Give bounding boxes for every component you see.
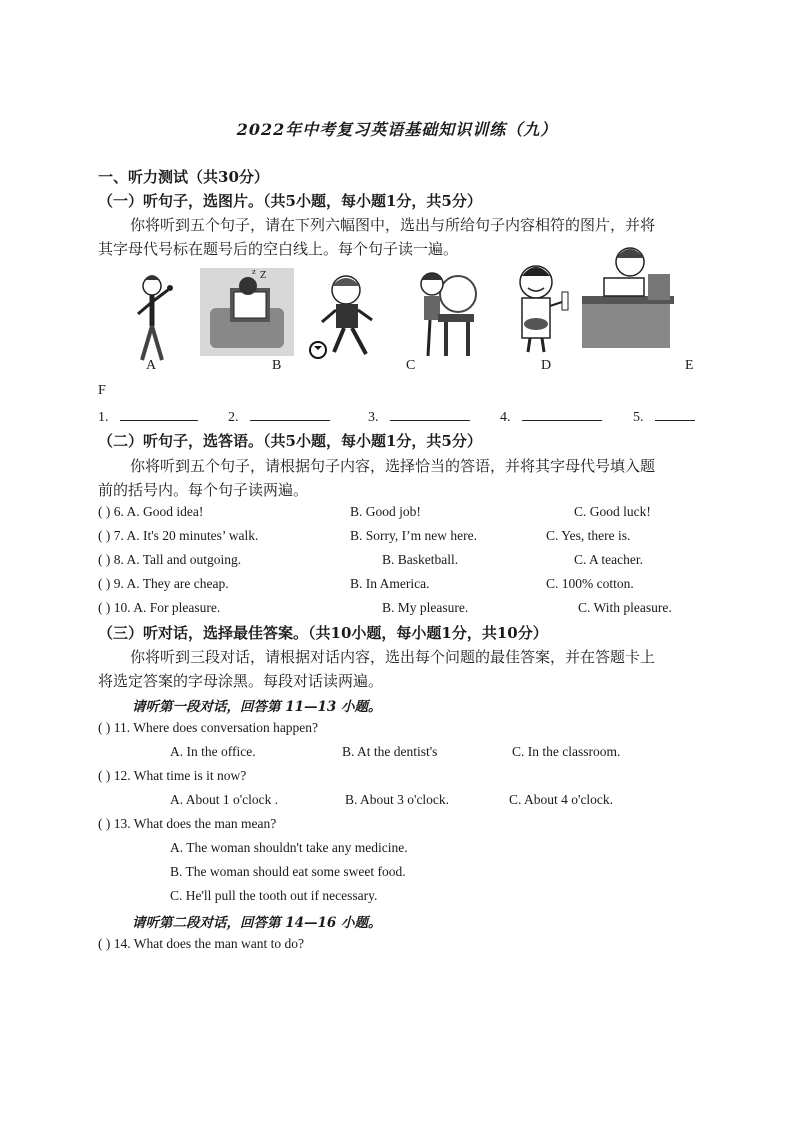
picture-label-b: B (272, 358, 282, 373)
dialog2-note: 请听第二段对话，回答第 14—16 小题。 (132, 915, 382, 931)
question-12-option-b: B. About 3 o'clock. (345, 792, 450, 807)
question-10-option-c: C. With pleasure. (578, 600, 672, 615)
question-10-option-a: ( ) 10. A. For pleasure. (98, 600, 221, 615)
question-6-option-a: ( ) 6. A. Good idea! (98, 504, 204, 519)
part3-heading: （三）听对话，选择最佳答案。（共10小题，每小题1分，共10分） (98, 624, 548, 642)
answer-blank-1[interactable] (98, 407, 198, 426)
picture-label-d: D (541, 358, 552, 373)
part1-instruction-line1: 你将听到五个句子，请在下列六幅图中，选出与所给句子内容相符的图片，并将 (130, 216, 656, 234)
picture-label-a: A (146, 358, 157, 373)
part3-instruction-line2: 将选定答案的字母涂黑。每段对话读两遍。 (98, 672, 384, 690)
part2-instruction-line2: 前的括号内。每个句子读两遍。 (98, 481, 309, 499)
question-14-stem: ( ) 14. What does the man want to do? (98, 936, 304, 951)
question-12-stem: ( ) 12. What time is it now? (98, 768, 247, 783)
question-11-option-b: B. At the dentist's (342, 744, 438, 759)
picture-girl-computer (410, 266, 486, 362)
question-6-option-c: C. Good luck! (574, 504, 651, 519)
picture-label-e: E (685, 358, 694, 373)
question-8-option-c: C. A teacher. (574, 552, 643, 567)
question-7-option-c: C. Yes, there is. (546, 528, 631, 543)
answer-blank-5[interactable] (633, 407, 695, 426)
answer-blank-2[interactable] (228, 407, 330, 426)
question-13-option-c: C. He'll pull the tooth out if necessary. (170, 888, 378, 903)
question-12-option-c: C. About 4 o'clock. (509, 792, 614, 807)
page-title: 2022年中考复习英语基础知识训练（九） (236, 120, 558, 139)
blank-line[interactable] (522, 407, 602, 421)
svg-text:Z: Z (260, 271, 267, 281)
question-9-option-a: ( ) 9. A. They are cheap. (98, 576, 229, 591)
part2-heading: （二）听句子，选答语。（共5小题，每小题1分，共5分） (98, 432, 482, 450)
question-11-option-c: C. In the classroom. (512, 744, 621, 759)
question-7-option-a: ( ) 7. A. It's 20 minutes’ walk. (98, 528, 259, 543)
question-9-option-c: C. 100% cotton. (546, 576, 634, 591)
question-13-option-b: B. The woman should eat some sweet food. (170, 864, 406, 879)
part1-instruction-line2: 其字母代号标在题号后的空白线上。每个句子读一遍。 (98, 240, 459, 258)
question-7-option-b: B. Sorry, I’m new here. (350, 528, 477, 543)
question-8-option-b: B. Basketball. (382, 552, 459, 567)
blank-number: 3. (368, 410, 379, 425)
question-8-option-a: ( ) 8. A. Tall and outgoing. (98, 552, 242, 567)
picture-boy-reading-desk (582, 240, 676, 352)
question-10-option-b: B. My pleasure. (382, 600, 469, 615)
part1-heading: （一）听句子，选图片。（共5小题，每小题1分，共5分） (98, 192, 482, 210)
answer-blank-3[interactable] (368, 407, 470, 426)
question-13-option-a: A. The woman shouldn't take any medicine. (170, 840, 408, 855)
picture-sleeping-reader (200, 268, 294, 356)
question-9-option-b: B. In America. (350, 576, 430, 591)
blank-number: 1. (98, 410, 109, 425)
picture-label-f: F (98, 383, 106, 398)
picture-scientist (506, 262, 576, 356)
section-heading-listening: 一、听力测试（共30分） (98, 168, 269, 186)
part2-instruction-line1: 你将听到五个句子，请根据句子内容，选择恰当的答语，并将其字母代号填入题 (130, 457, 656, 475)
blank-line[interactable] (120, 407, 198, 421)
question-12-option-a: A. About 1 o'clock . (170, 792, 279, 807)
question-11-stem: ( ) 11. Where does conversation happen? (98, 720, 319, 735)
question-13-stem: ( ) 13. What does the man mean? (98, 816, 277, 831)
svg-text:z: z (252, 268, 256, 276)
part3-instruction-line1: 你将听到三段对话，请根据对话内容，选出每个问题的最佳答案，并在答题卡上 (130, 648, 656, 666)
blank-number: 2. (228, 410, 239, 425)
picture-label-c: C (406, 358, 416, 373)
blank-number: 4. (500, 410, 511, 425)
blank-number: 5. (633, 410, 644, 425)
picture-singer (120, 268, 180, 364)
picture-boy-football (308, 270, 382, 364)
blank-line[interactable] (390, 407, 470, 421)
dialog1-note: 请听第一段对话，回答第 11—13 小题。 (132, 699, 382, 715)
answer-blank-4[interactable] (500, 407, 602, 426)
question-11-option-a: A. In the office. (170, 744, 256, 759)
blank-line[interactable] (250, 407, 330, 421)
blank-line[interactable] (655, 407, 695, 421)
question-6-option-b: B. Good job! (350, 504, 421, 519)
